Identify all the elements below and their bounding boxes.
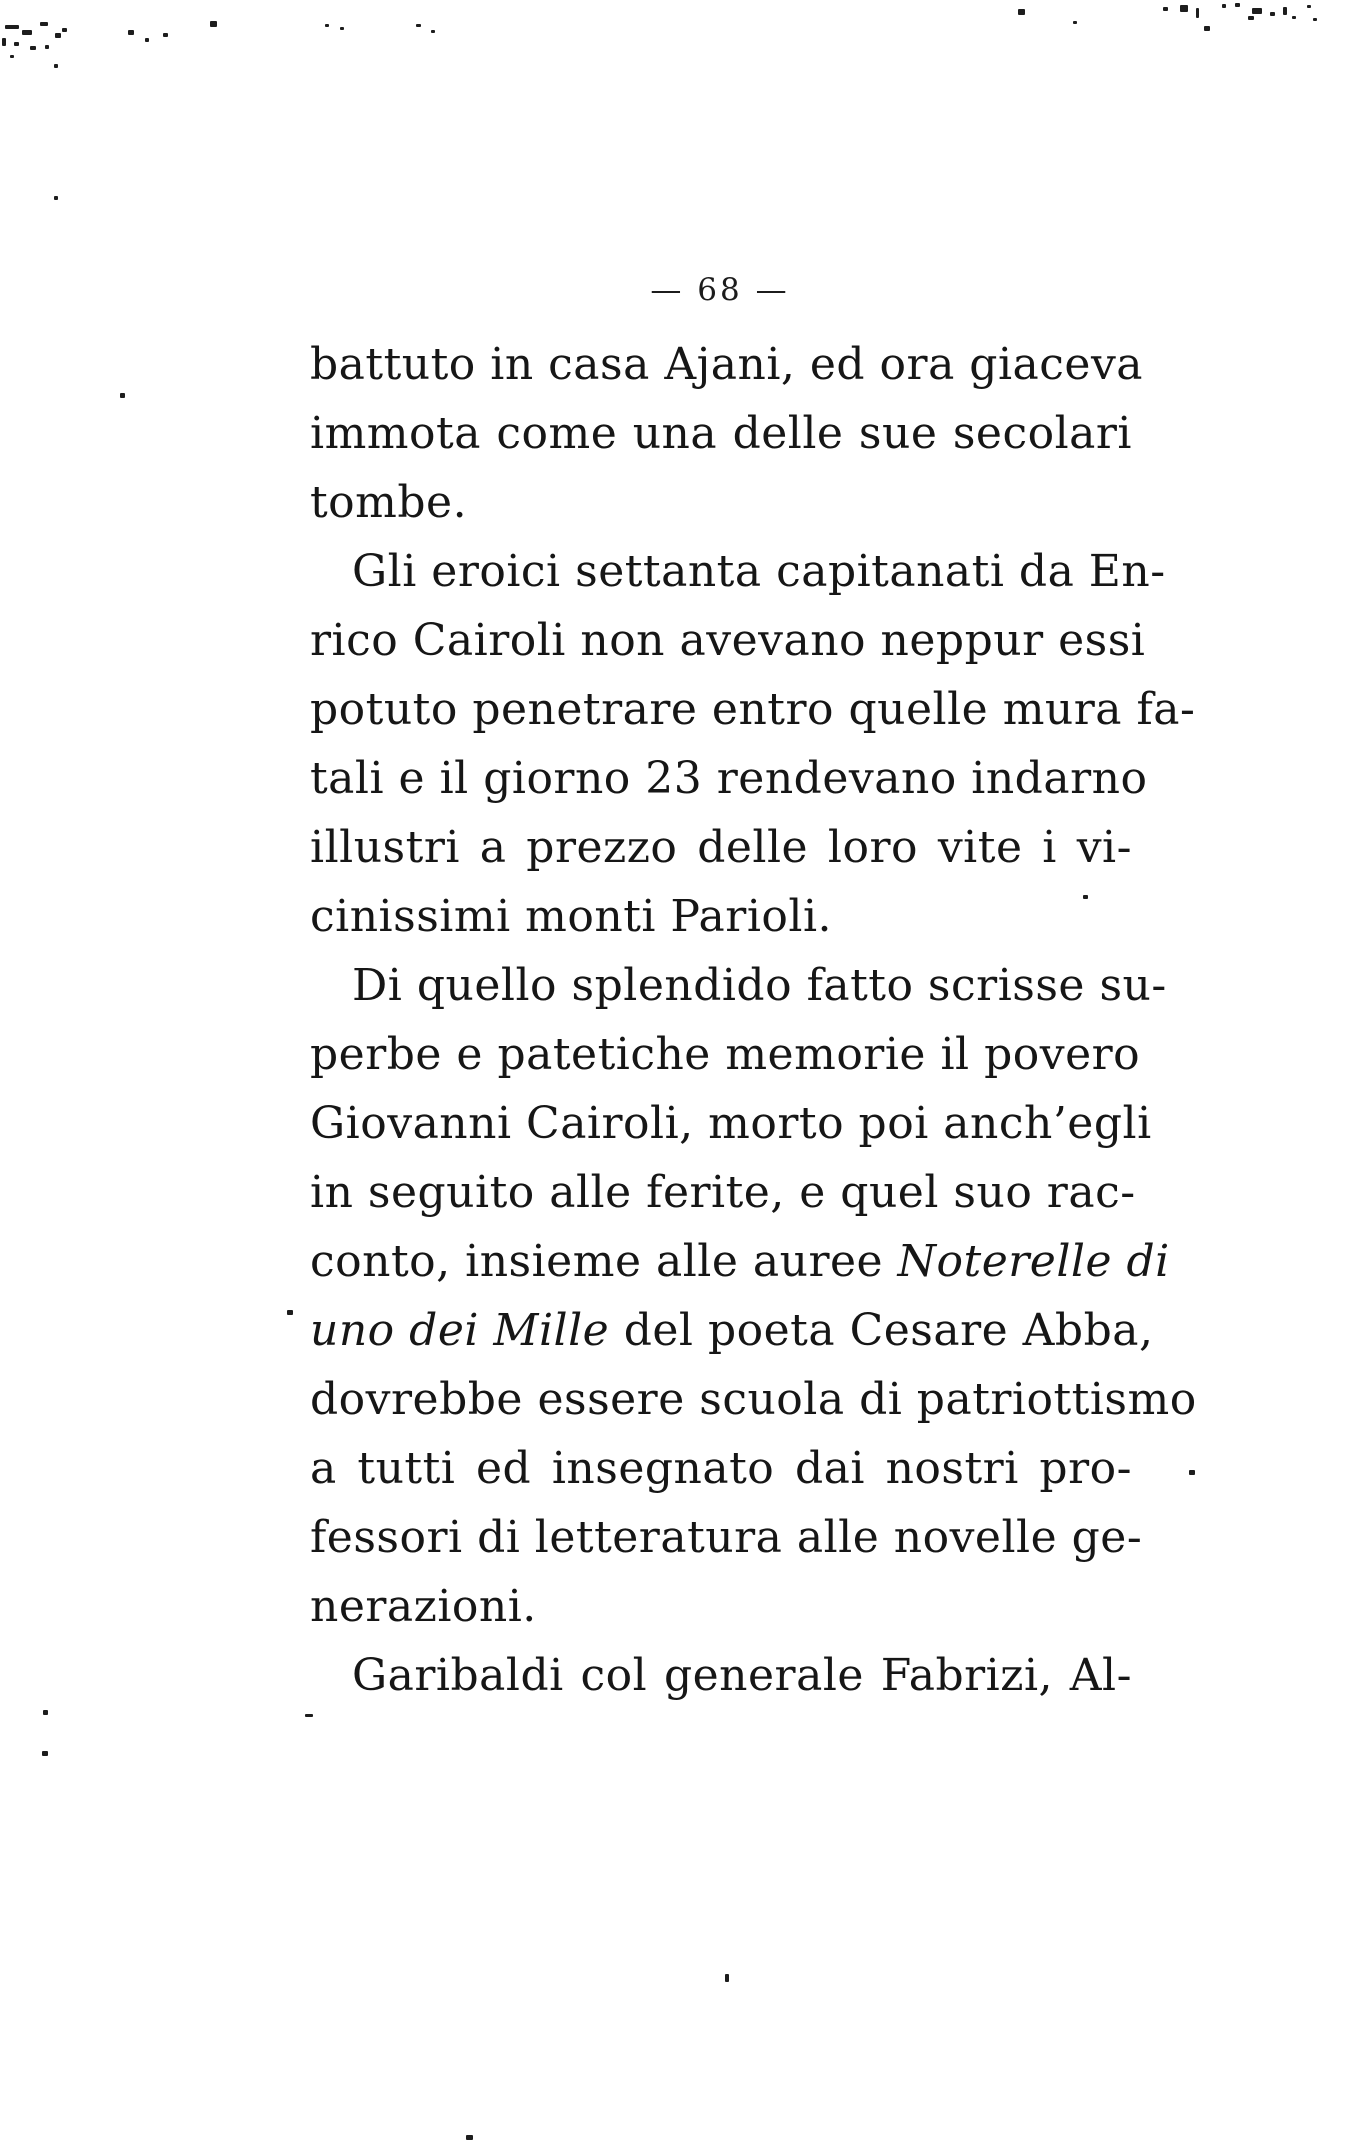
scan-speck: [1189, 1470, 1195, 1475]
text-line: [310, 882, 1132, 951]
scan-speck: [62, 28, 67, 32]
scan-speck: [305, 1714, 313, 1717]
scan-speck: [40, 22, 48, 26]
text-segment: tombe.: [310, 477, 468, 528]
text-line: [310, 1434, 1132, 1503]
text-line: [310, 1089, 1152, 1158]
scan-speck: [14, 42, 19, 46]
scan-speck: [1018, 9, 1025, 15]
text-segment: cinissimi monti Parioli.: [310, 891, 833, 942]
text-segment: a tutti ed insegnato dai nostri pro-: [310, 1443, 1132, 1494]
scan-speck: [128, 30, 134, 35]
text-line: [310, 330, 1144, 399]
text-segment: illustri a prezzo delle loro vite i vi-: [310, 822, 1132, 873]
text-segment: dovrebbe essere scuola di patriottismo: [310, 1374, 1197, 1425]
text-line: [310, 1572, 1132, 1641]
text-segment: Gli eroici settanta capitanati da En-: [352, 546, 1166, 597]
scan-speck: [1073, 21, 1077, 24]
scan-speck: [5, 25, 19, 29]
scan-speck: [725, 1974, 729, 1982]
text-segment: battuto in casa Ajani, ed ora giaceva: [310, 339, 1144, 390]
italic-text-segment: uno dei Mille: [310, 1305, 610, 1356]
scan-speck: [1204, 26, 1210, 31]
text-segment: in seguito alle ferite, e quel suo rac-: [310, 1167, 1136, 1218]
scan-speck: [1163, 7, 1168, 11]
text-line: [310, 1503, 1143, 1572]
scan-speck: [43, 1710, 48, 1715]
text-line: [310, 1227, 1170, 1296]
scan-speck: [287, 1310, 293, 1315]
scan-speck: [1180, 5, 1188, 12]
scan-speck: [1196, 8, 1199, 18]
text-line: [310, 537, 1166, 606]
text-line: [310, 1641, 1132, 1710]
text-segment: perbe e patetiche memorie il povero: [310, 1029, 1141, 1080]
italic-text-segment: Noterelle di: [897, 1236, 1170, 1287]
scan-speck: [42, 1751, 48, 1756]
scan-speck: [120, 393, 125, 398]
text-segment: potuto penetrare entro quelle mura fa-: [310, 684, 1196, 735]
scan-speck: [1248, 16, 1254, 20]
text-line: [310, 468, 1132, 537]
text-segment: rico Cairoli non avevano neppur essi: [310, 615, 1146, 666]
scan-speck: [45, 45, 49, 49]
text-segment: immota come una delle sue secolari: [310, 408, 1132, 459]
body-text: [310, 330, 1197, 1710]
text-line: [310, 744, 1148, 813]
text-line: [310, 675, 1196, 744]
page-number: — 68 —: [650, 272, 790, 308]
text-segment: Garibaldi col generale Fabrizi, Al-: [352, 1650, 1132, 1701]
scan-speck: [163, 33, 168, 37]
text-segment: Giovanni Cairoli, morto poi anch’egli: [310, 1098, 1152, 1149]
scan-speck: [1270, 12, 1275, 16]
scan-speck: [466, 2135, 473, 2140]
scan-speck: [1307, 5, 1311, 8]
scan-speck: [55, 33, 61, 38]
scan-speck: [22, 30, 32, 35]
text-segment: tali e il giorno 23 rendevano indarno: [310, 753, 1148, 804]
scan-speck: [1222, 4, 1226, 8]
scan-speck: [1292, 16, 1296, 19]
text-segment: conto, insieme alle auree: [310, 1236, 898, 1287]
scan-speck: [30, 46, 36, 50]
text-segment: Di quello splendido fatto scrisse su-: [352, 960, 1167, 1011]
scan-speck: [1252, 8, 1262, 14]
scan-speck: [54, 196, 58, 200]
text-line: [310, 813, 1132, 882]
text-line: [310, 1158, 1136, 1227]
text-line: [310, 1365, 1197, 1434]
text-line: [310, 1296, 1154, 1365]
scan-speck: [340, 27, 344, 30]
scan-speck: [416, 24, 421, 27]
scan-speck: [145, 38, 149, 42]
scan-speck: [2, 38, 6, 46]
text-line: [310, 951, 1167, 1020]
scan-speck: [325, 24, 329, 27]
scan-speck: [431, 30, 435, 33]
scan-speck: [1283, 7, 1287, 15]
text-line: [310, 399, 1132, 468]
scan-speck: [10, 55, 14, 58]
text-segment: fessori di letteratura alle novelle ge-: [310, 1512, 1143, 1563]
text-line: [310, 1020, 1141, 1089]
scan-speck: [54, 64, 58, 68]
text-segment: del poeta Cesare Abba,: [609, 1305, 1154, 1356]
text-line: [310, 606, 1146, 675]
scan-speck: [1313, 18, 1317, 21]
scan-speck: [210, 21, 217, 27]
text-segment: nerazioni.: [310, 1581, 537, 1632]
scan-speck: [1235, 3, 1240, 7]
